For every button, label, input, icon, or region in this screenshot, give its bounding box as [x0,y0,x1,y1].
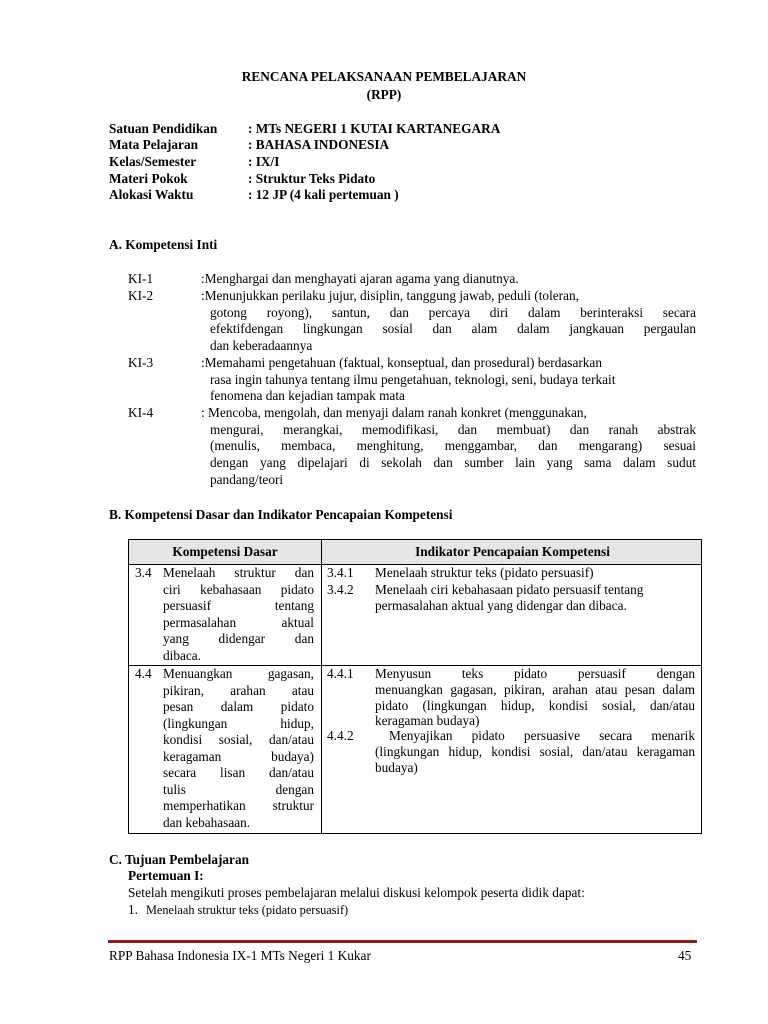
identity-label: Kelas/Semester [109,154,197,169]
kd-line: ciri kebahasaan pidato [163,581,314,597]
indicator-line: keragaman budaya) [375,713,480,728]
indicator-number: 3.4.1 [327,565,354,580]
kd-line: persuasif tentang [163,598,314,613]
indicator-line: Menyusun teks pidato persuasif dengan [375,666,695,681]
kd-line: Menuangkan gagasan, [163,666,314,681]
kd-line: keragaman budaya) [163,748,314,764]
footer-text: RPP Bahasa Indonesia IX-1 MTs Negeri 1 Kukar [109,948,371,963]
ki-line: efektifdengan lingkungan sosial dan alam dalam jangkauan pergaulan [210,321,696,336]
kd-line: dibaca. [163,647,202,663]
document-title: RENCANA PELAKSANAAN PEMBELAJARAN [241,69,527,84]
identity-label: Satuan Pendidikan [109,121,218,136]
indicator-line: budaya) [375,759,418,775]
ki-line: dengan yang dipelajari di sekolah dan sumber lain yang sama dalam sudut [210,455,696,470]
kd-line: Menelaah struktur dan [163,565,314,580]
indicator-line: (lingkungan hidup, kondisi sosial, dan/atau keragaman [375,744,695,759]
indicator-line: permasalahan aktual yang didengar dan dibaca. [375,598,627,613]
document-subtitle: (RPP) [366,87,402,102]
indicator-number: 4.4.2 [327,728,354,743]
kd-line: dan kebahasaan. [163,814,251,830]
indicator-number: 4.4.1 [327,666,354,681]
objective-number: 1. [128,902,138,917]
ki-line: gotong royong), santun, dan percaya diri dalam berinteraksi secara [210,305,696,320]
kd-table [128,539,702,834]
objective-text: Menelaah struktur teks (pidato persuasif) [146,903,349,917]
section-c-heading: C. Tujuan Pembelajaran [109,852,250,867]
ki-line: :Memahami pengetahuan (faktual, konseptual, dan prosedural) berdasarkan [201,355,602,370]
section-a-heading: A. Kompetensi Inti [109,237,218,252]
ki-line: dan keberadaannya [210,338,313,353]
identity-value: : IX/I [248,154,280,169]
kd-line: tulis dengan [163,781,314,797]
ki-line: pandang/teori [210,472,284,487]
section-b-heading: B. Kompetensi Dasar dan Indikator Pencapaian Kompetensi [109,507,453,522]
ki-line: :Menghargai dan menghayati ajaran agama yang dianutnya. [201,271,519,286]
identity-label: Materi Pokok [109,171,188,186]
page-number: 45 [678,948,692,963]
kd-line: pikiran, arahan atau [163,682,314,698]
identity-value: : MTs NEGERI 1 KUTAI KARTANEGARA [248,121,501,136]
ki-code: KI-1 [128,271,154,286]
identity-value: : Struktur Teks Pidato [248,171,376,186]
ki-line: : Mencoba, mengolah, dan menyaji dalam ranah konkret (menggunakan, [201,405,587,420]
ki-code: KI-3 [128,355,154,370]
kd-number: 3.4 [135,565,152,580]
indicator-number: 3.4.2 [327,581,354,597]
ki-line: :Menunjukkan perilaku jujur, disiplin, tanggung jawab, peduli (toleran, [201,288,579,303]
meeting-heading: Pertemuan I: [128,868,204,883]
table-header-kd: Kompetensi Dasar [172,544,278,559]
kd-line: (lingkungan hidup, [163,715,314,731]
footer-rule [108,940,697,943]
kd-line: pesan dalam pidato [163,699,314,714]
ki-line: (menulis, membaca, menghitung, menggambar, dan mengarang) sesuai [210,438,696,453]
kd-line: memperhatikan struktur [163,798,314,813]
indicator-line: Menelaah ciri kebahasaan pidato persuasif tentang [375,581,644,597]
ki-line: rasa ingin tahunya tentang ilmu pengetahuan, teknologi, seni, budaya terkait [210,372,616,387]
kd-line: kondisi sosial, dan/atau [163,732,314,747]
table-header-indikator: Indikator Pencapaian Kompetensi [415,544,610,559]
ki-line: mengurai, merangkai, memodifikasi, dan membuat) dan ranah abstrak [210,422,696,437]
indicator-line: menuangkan gagasan, pikiran, arahan atau pesan dalam [375,682,695,697]
kd-number: 4.4 [135,666,152,681]
indicator-line: Menelaah struktur teks (pidato persuasif) [375,565,594,580]
column-divider [321,540,322,833]
indicator-line: pidato (lingkungan hidup, kondisi sosial, dan/atau [375,697,695,713]
objective-intro: Setelah mengikuti proses pembelajaran melalui diskusi kelompok peserta didik dapat: [128,885,585,900]
identity-value: : 12 JP (4 kali pertemuan ) [248,187,399,202]
identity-value: : BAHASA INDONESIA [248,137,390,152]
kd-line: secara lisan dan/atau [163,765,314,780]
identity-label: Alokasi Waktu [109,187,194,202]
ki-line: fenomena dan kejadian tampak mata [210,388,405,403]
ki-code: KI-2 [128,288,154,303]
ki-code: KI-4 [128,405,154,420]
identity-label: Mata Pelajaran [109,137,198,152]
indicator-line: Menyajikan pidato persuasive secara menarik [389,728,695,743]
kd-line: permasalahan aktual [163,614,314,630]
kd-line: yang didengar dan [163,631,314,646]
